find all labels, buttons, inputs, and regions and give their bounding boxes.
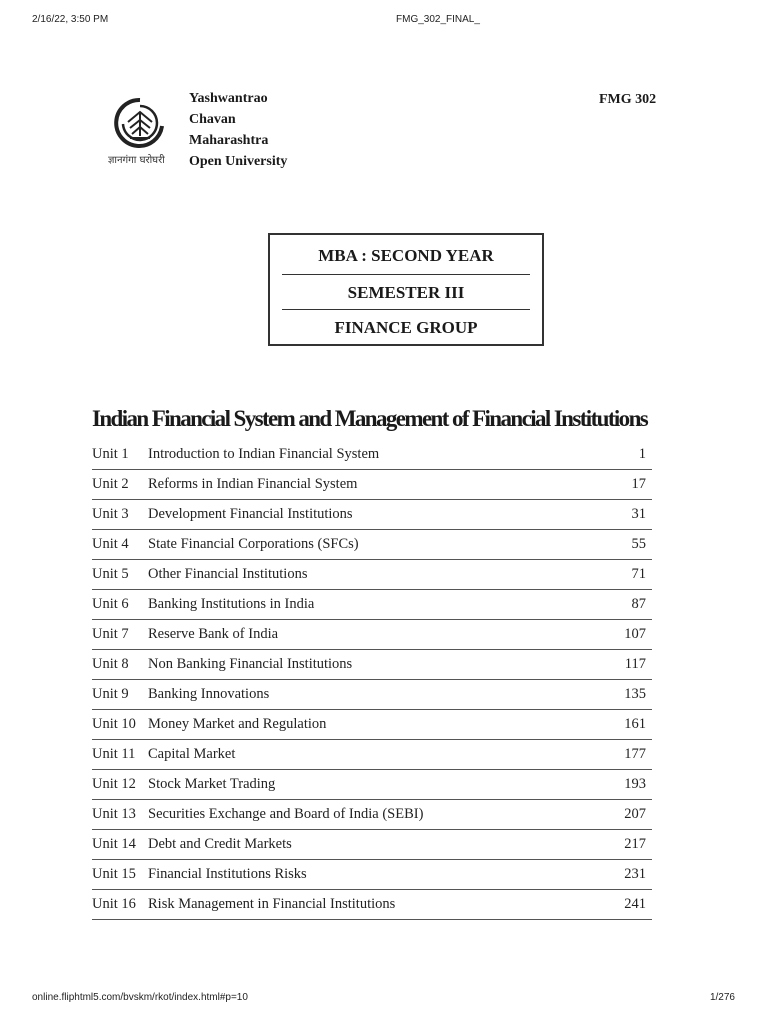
toc-page: 135 (624, 686, 646, 702)
print-doc-title: FMG_302_FINAL_ (396, 14, 480, 25)
university-name-line: Yashwantrao (189, 91, 268, 106)
print-url: online.fliphtml5.com/bvskm/rkot/index.html#p=10 (32, 992, 248, 1003)
toc-unit: Unit 1 (92, 446, 129, 462)
book-title: Indian Financial System and Management of Financial Institutions (92, 406, 648, 431)
toc-title: Non Banking Financial Institutions (148, 656, 353, 672)
toc-row (92, 830, 652, 860)
toc-page: 177 (624, 746, 646, 762)
toc-row (92, 590, 652, 620)
toc-row (92, 680, 652, 710)
program-semester: SEMESTER III (347, 283, 465, 302)
university-name-line: Maharashtra (189, 133, 269, 148)
toc-row (92, 530, 652, 560)
toc-page: 107 (624, 626, 646, 642)
university-name (189, 88, 287, 172)
toc-row (92, 890, 652, 920)
university-name-line: Open University (189, 154, 288, 169)
toc-title: Risk Management in Financial Institutions (148, 896, 396, 912)
toc-row (92, 650, 652, 680)
toc-page: 193 (624, 776, 646, 792)
toc-row (92, 800, 652, 830)
program-group: FINANCE GROUP (334, 318, 478, 337)
toc-page: 1 (638, 446, 646, 462)
table-of-contents (92, 440, 652, 920)
toc-page: 217 (624, 836, 646, 852)
toc-title: Banking Institutions in India (148, 596, 315, 612)
toc-title: Debt and Credit Markets (148, 836, 292, 852)
program-year: MBA : SECOND YEAR (318, 246, 494, 265)
toc-unit: Unit 5 (92, 566, 129, 582)
toc-unit: Unit 8 (92, 656, 129, 672)
toc-unit: Unit 3 (92, 506, 129, 522)
toc-row (92, 620, 652, 650)
toc-page: 31 (631, 506, 646, 522)
toc-title: Reforms in Indian Financial System (148, 476, 358, 492)
toc-title: Capital Market (148, 746, 236, 762)
logo-caption: ज्ञानगंगा घरोघरी (108, 155, 165, 166)
toc-row (92, 440, 652, 470)
toc-row (92, 560, 652, 590)
toc-unit: Unit 2 (92, 476, 129, 492)
toc-unit: Unit 7 (92, 626, 129, 642)
toc-row (92, 770, 652, 800)
print-page-counter: 1/276 (709, 992, 735, 1003)
toc-page: 17 (631, 476, 646, 492)
program-divider (282, 309, 530, 310)
toc-unit: Unit 9 (92, 686, 129, 702)
toc-unit: Unit 15 (92, 866, 136, 882)
toc-title: Financial Institutions Risks (148, 866, 307, 882)
toc-unit: Unit 16 (92, 896, 136, 912)
toc-page: 71 (631, 566, 646, 582)
university-name-line: Chavan (189, 112, 236, 127)
toc-page: 55 (631, 536, 646, 552)
toc-title: Reserve Bank of India (148, 626, 279, 642)
toc-title: Development Financial Institutions (148, 506, 353, 522)
toc-unit: Unit 10 (92, 716, 136, 732)
toc-unit: Unit 4 (92, 536, 129, 552)
toc-unit: Unit 12 (92, 776, 136, 792)
toc-title: Stock Market Trading (148, 776, 276, 792)
toc-row (92, 470, 652, 500)
toc-title: Money Market and Regulation (148, 716, 327, 732)
toc-page: 231 (624, 866, 646, 882)
toc-title: Banking Innovations (148, 686, 270, 702)
program-box (268, 233, 544, 346)
toc-title: Securities Exchange and Board of India (SEBI) (148, 806, 424, 822)
toc-title: Other Financial Institutions (148, 566, 308, 582)
toc-title: State Financial Corporations (SFCs) (148, 536, 359, 552)
toc-unit: Unit 6 (92, 596, 129, 612)
toc-page: 117 (624, 656, 646, 672)
toc-row (92, 500, 652, 530)
toc-page: 161 (624, 716, 646, 732)
toc-page: 207 (624, 806, 646, 822)
toc-unit: Unit 11 (92, 746, 136, 762)
toc-page: 241 (624, 896, 646, 912)
toc-row (92, 740, 652, 770)
course-code: FMG 302 (599, 92, 657, 107)
print-date-time: 2/16/22, 3:50 PM (32, 14, 109, 25)
toc-row (92, 860, 652, 890)
program-divider (282, 274, 530, 275)
toc-title: Introduction to Indian Financial System (148, 446, 380, 462)
toc-unit: Unit 13 (92, 806, 136, 822)
toc-page: 87 (631, 596, 646, 612)
toc-row (92, 710, 652, 740)
toc-unit: Unit 14 (92, 836, 136, 852)
